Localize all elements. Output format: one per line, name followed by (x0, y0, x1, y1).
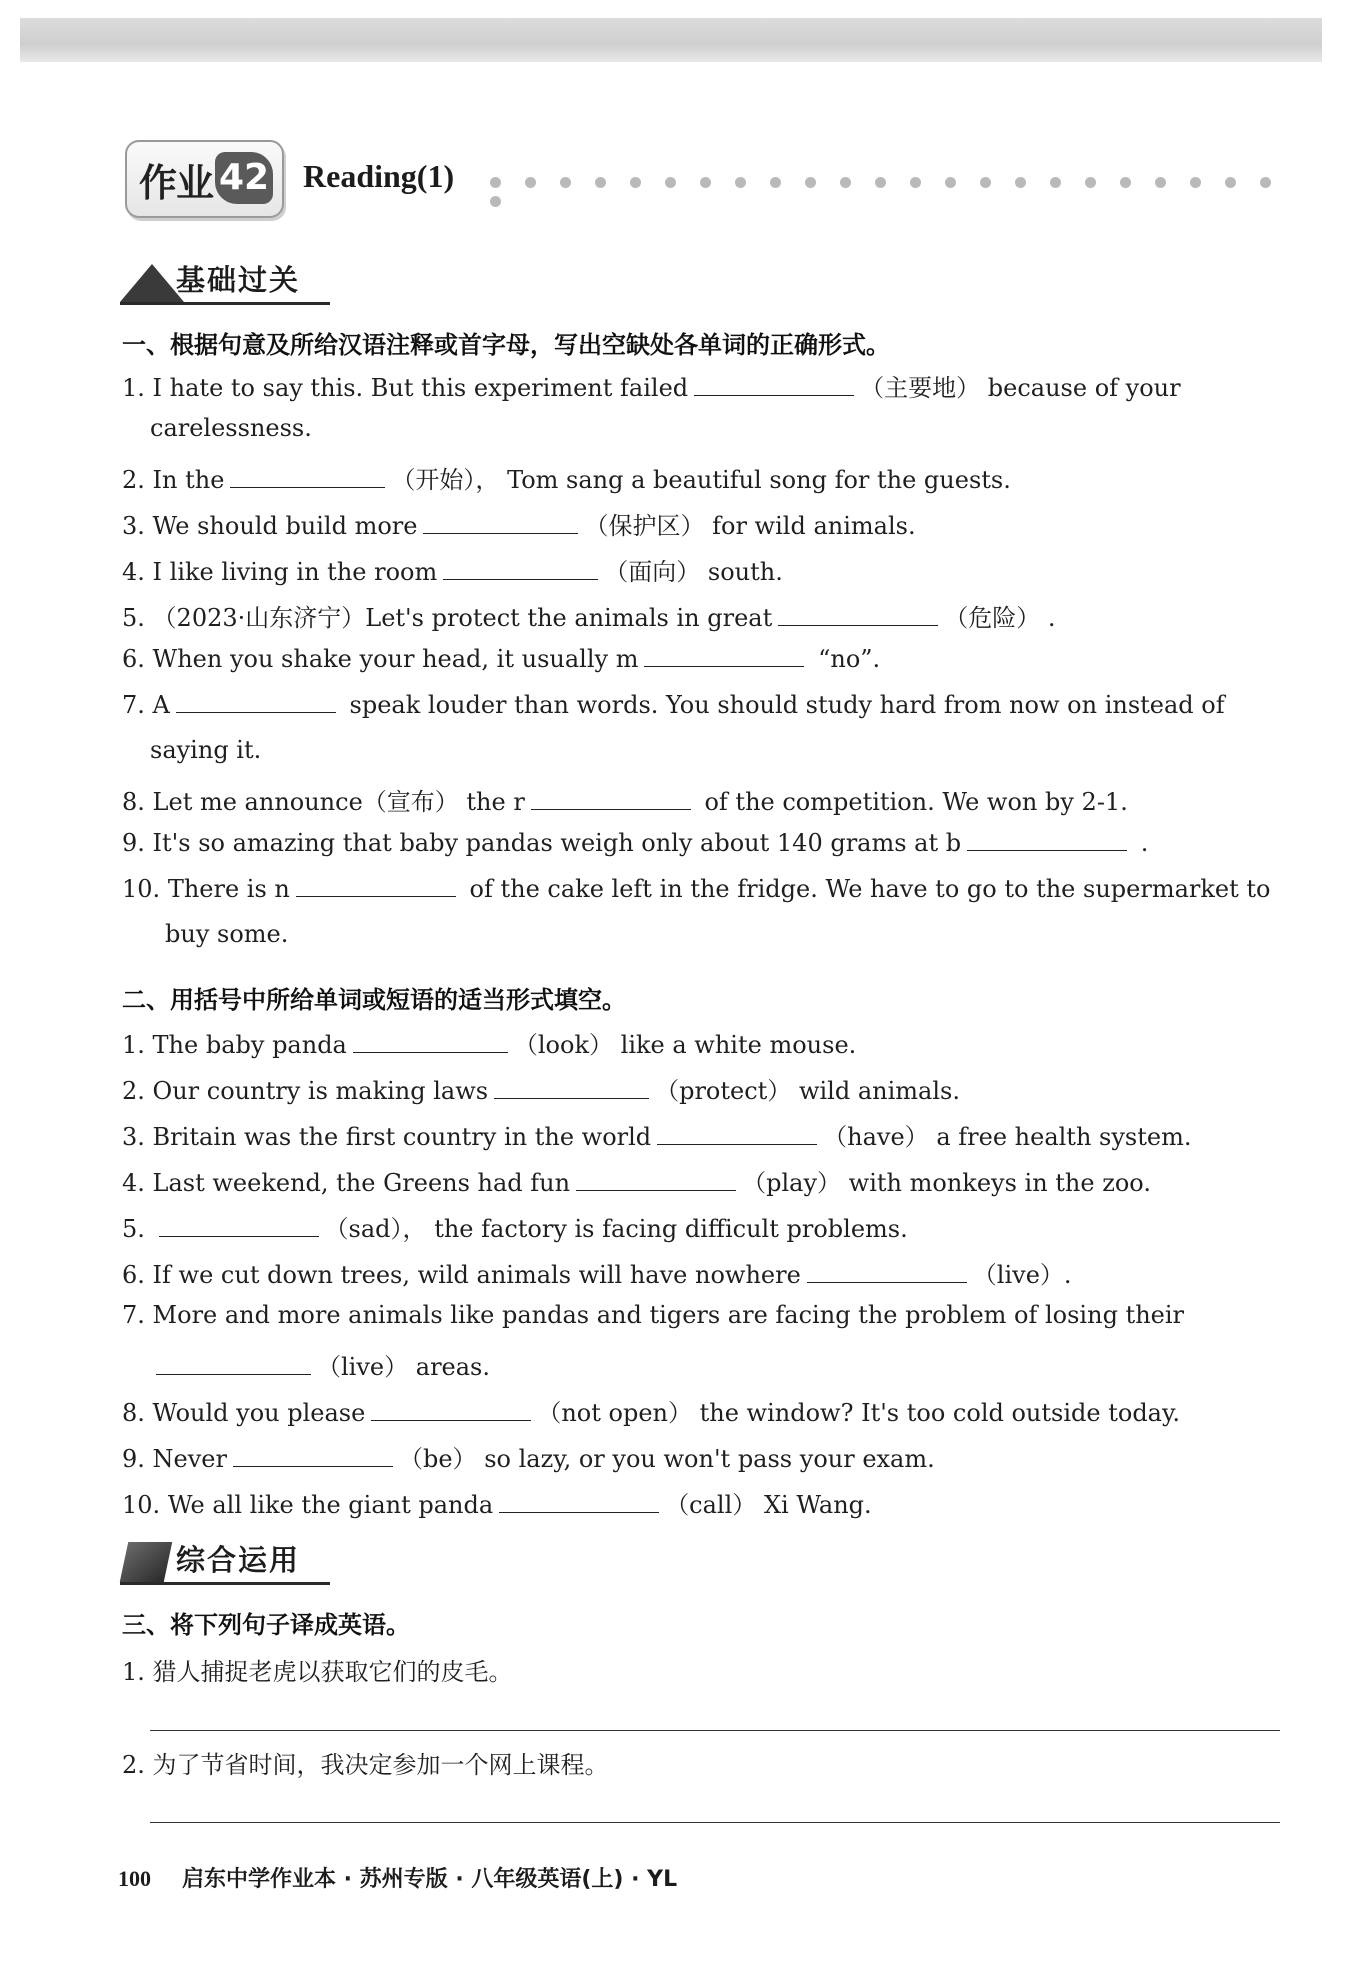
item-text: with monkeys in the zoo. (848, 1169, 1151, 1197)
item-number: 9. (122, 829, 145, 857)
item-hint: （主要地） (860, 374, 981, 402)
item-text: the factory is facing difficult problems. (434, 1215, 908, 1243)
exercise-item (122, 644, 1282, 673)
item-text: More and more animals like pandas and tigers are facing the problem of losing their (152, 1301, 1185, 1329)
answer-blank[interactable] (156, 1352, 311, 1375)
item-hint: （call） (665, 1491, 757, 1519)
answer-blank[interactable] (443, 557, 598, 580)
item-text: of the competition. We won by 2-1. (704, 788, 1128, 816)
answer-blank[interactable] (807, 1260, 967, 1283)
item-hint: （保护区） (584, 512, 705, 540)
answer-line[interactable] (150, 1822, 1280, 1823)
item-hint: （开始）， (391, 466, 500, 494)
answer-blank[interactable] (499, 1490, 659, 1513)
page-footer (118, 1862, 677, 1893)
exercise-item (122, 1301, 1282, 1329)
exercise-item (122, 828, 1282, 857)
exercise-item (122, 598, 1282, 633)
part2-title: 二、用括号中所给单词或短语的适当形式填空。 (122, 986, 626, 1014)
heading-underline (120, 1582, 330, 1585)
exercise-item (122, 1485, 1282, 1520)
item-hint: （危险） (944, 604, 1041, 632)
item-text: I like living in the room (152, 558, 438, 586)
item-hint: （live）. (972, 1261, 1072, 1289)
item-hint: （sad）， (324, 1215, 427, 1243)
item-text: . (1140, 829, 1149, 857)
item-text: south. (707, 558, 783, 586)
page-number: 100 (118, 1866, 151, 1891)
answer-blank[interactable] (353, 1030, 508, 1053)
item-text: Tom sang a beautiful song for the guests. (507, 466, 1011, 494)
answer-blank[interactable] (233, 1444, 393, 1467)
item-number: 2. (122, 1751, 145, 1779)
divider-dot (700, 177, 711, 188)
item-text: We all like the giant panda (167, 1491, 494, 1519)
exercise-item (122, 690, 1282, 719)
item-number: 7. (122, 691, 145, 719)
answer-blank[interactable] (176, 690, 336, 713)
divider-dot (1225, 177, 1236, 188)
item-text: . (1047, 604, 1056, 632)
item-hint: （面向） (604, 558, 701, 586)
answer-blank[interactable] (778, 603, 938, 626)
item-text: Xi Wang. (763, 1491, 872, 1519)
answer-blank[interactable] (230, 465, 385, 488)
exercise-item (122, 1255, 1282, 1290)
divider-dot (875, 177, 886, 188)
exercise-item-continuation (150, 736, 261, 764)
exercise-item (122, 368, 1282, 403)
divider-dot (1190, 177, 1201, 188)
item-number: 2. (122, 1077, 145, 1105)
exercise-item (122, 1163, 1282, 1198)
answer-line[interactable] (150, 1730, 1280, 1731)
item-text: wild animals. (798, 1077, 960, 1105)
item-number: 10. (122, 875, 161, 903)
item-hint: （have） (823, 1123, 929, 1151)
item-text: The baby panda (152, 1031, 347, 1059)
answer-blank[interactable] (531, 787, 691, 810)
divider-dot (1015, 177, 1026, 188)
part1-title: 一、根据句意及所给汉语注释或首字母，写出空缺处各单词的正确形式。 (122, 331, 890, 359)
item-text: so lazy, or you won't pass your exam. (484, 1445, 935, 1473)
item-text: Never (152, 1445, 227, 1473)
exercise-item (122, 1439, 1282, 1474)
section-heading-label: 综合运用 (176, 1543, 301, 1577)
divider-dot (665, 177, 676, 188)
item-number: 10. (122, 1491, 161, 1519)
book-title: 启东中学作业本 · 苏州专版 · 八年级英语(上) · YL (182, 1867, 678, 1892)
item-text: It's so amazing that baby pandas weigh only about 140 grams at b (152, 829, 962, 857)
answer-blank[interactable] (371, 1398, 531, 1421)
item-hint: （play） (742, 1169, 842, 1197)
item-text: areas. (415, 1353, 491, 1381)
item-hint: （protect） (655, 1077, 792, 1105)
exercise-item (122, 1117, 1282, 1152)
heading-underline (120, 302, 330, 305)
item-number: 5. (122, 1215, 145, 1243)
divider-dot (490, 196, 501, 207)
divider-dot (630, 177, 641, 188)
item-text: 为了节省时间，我决定参加一个网上课程。 (152, 1751, 609, 1779)
divider-dot (1050, 177, 1061, 188)
item-number: 6. (122, 1261, 145, 1289)
item-number: 1. (122, 1031, 145, 1059)
section-heading-basics (120, 258, 340, 306)
item-text: like a white mouse. (620, 1031, 857, 1059)
item-number: 8. (122, 788, 145, 816)
exercise-item (122, 460, 1282, 495)
item-number: 2. (122, 466, 145, 494)
item-text: a free health system. (936, 1123, 1192, 1151)
item-text: saying it. (150, 736, 262, 764)
item-text: Would you please (152, 1399, 366, 1427)
item-text: Last weekend, the Greens had fun (152, 1169, 571, 1197)
item-text: （2023·山东济宁）Let's protect the animals in great (152, 604, 773, 632)
item-text: When you shake your head, it usually m (152, 645, 639, 673)
item-number: 6. (122, 645, 145, 673)
item-text: for wild animals. (712, 512, 916, 540)
divider-dot (1155, 177, 1166, 188)
item-text: because of your (987, 374, 1181, 402)
item-text: We should build more (152, 512, 418, 540)
item-text: Our country is making laws (152, 1077, 489, 1105)
answer-blank[interactable] (967, 828, 1127, 851)
item-text: Britain was the first country in the world (152, 1123, 652, 1151)
unit-title: Reading(1) (303, 158, 455, 194)
divider-dot (980, 177, 991, 188)
exercise-item (122, 782, 1282, 817)
item-text: 猎人捕捉老虎以获取它们的皮毛。 (152, 1658, 513, 1686)
homework-word: 作业 (139, 161, 214, 205)
item-number: 4. (122, 558, 145, 586)
item-text: I hate to say this. But this experiment failed (152, 374, 689, 402)
item-text: carelessness. (150, 414, 312, 442)
item-hint: （live） (317, 1353, 409, 1381)
item-number: 8. (122, 1399, 145, 1427)
header-dot-divider (490, 173, 1310, 187)
item-number: 1. (122, 1658, 145, 1686)
divider-dot (490, 177, 501, 188)
item-hint: （not open） (537, 1399, 692, 1427)
divider-dot (525, 177, 536, 188)
homework-number: 42 (215, 152, 273, 204)
item-number: 3. (122, 512, 145, 540)
exercise-item (122, 1393, 1282, 1428)
divider-dot (910, 177, 921, 188)
section-heading-comprehensive (120, 1538, 340, 1586)
divider-dot (560, 177, 571, 188)
exercise-item (122, 506, 1282, 541)
block-icon (120, 1542, 173, 1582)
exercise-item-continuation (165, 920, 288, 948)
item-text: of the cake left in the fridge. We have to go to the supermarket to (469, 875, 1271, 903)
item-number: 5. (122, 604, 145, 632)
divider-dot (770, 177, 781, 188)
answer-blank[interactable] (296, 874, 456, 897)
answer-blank[interactable] (159, 1214, 319, 1237)
divider-dot (945, 177, 956, 188)
divider-dot (1120, 177, 1131, 188)
exercise-item (122, 1025, 1282, 1060)
section-heading-label: 基础过关 (176, 263, 301, 297)
item-number: 9. (122, 1445, 145, 1473)
divider-dot (805, 177, 816, 188)
item-text: the window? It's too cold outside today. (699, 1399, 1180, 1427)
homework-badge (125, 140, 284, 218)
item-text: If we cut down trees, wild animals will have nowhere (152, 1261, 801, 1289)
item-text: buy some. (165, 920, 289, 948)
answer-blank[interactable] (494, 1076, 649, 1099)
divider-dot (840, 177, 851, 188)
item-text: In the (152, 466, 225, 494)
item-text: “no”. (818, 645, 881, 673)
exercise-item (122, 1209, 1282, 1244)
answer-blank[interactable] (657, 1122, 817, 1145)
item-number: 4. (122, 1169, 145, 1197)
item-number: 7. (122, 1301, 145, 1329)
item-text: speak louder than words. You should study hard from now on instead of (349, 691, 1225, 719)
item-number: 3. (122, 1123, 145, 1151)
part3-title: 三、将下列句子译成英语。 (122, 1611, 410, 1639)
item-text: Let me announce（宣布） the r (152, 788, 525, 816)
translation-item (122, 1652, 1282, 1687)
answer-blank[interactable] (576, 1168, 736, 1191)
divider-dot (1085, 177, 1096, 188)
divider-dot (595, 177, 606, 188)
item-text: A (152, 691, 170, 719)
exercise-item (122, 1071, 1282, 1106)
item-hint: （be） (398, 1445, 477, 1473)
divider-dot (735, 177, 746, 188)
exercise-item (122, 552, 1282, 587)
item-hint: （look） (513, 1031, 613, 1059)
item-text: There is n (167, 875, 290, 903)
exercise-item-continuation (150, 414, 312, 442)
answer-blank[interactable] (694, 373, 854, 396)
divider-dot (1260, 177, 1271, 188)
answer-blank[interactable] (644, 644, 804, 667)
exercise-item (122, 874, 1282, 903)
answer-blank[interactable] (423, 511, 578, 534)
triangle-icon (120, 264, 184, 302)
exercise-item-continuation (150, 1347, 490, 1382)
item-number: 1. (122, 374, 145, 402)
translation-item (122, 1745, 1282, 1780)
